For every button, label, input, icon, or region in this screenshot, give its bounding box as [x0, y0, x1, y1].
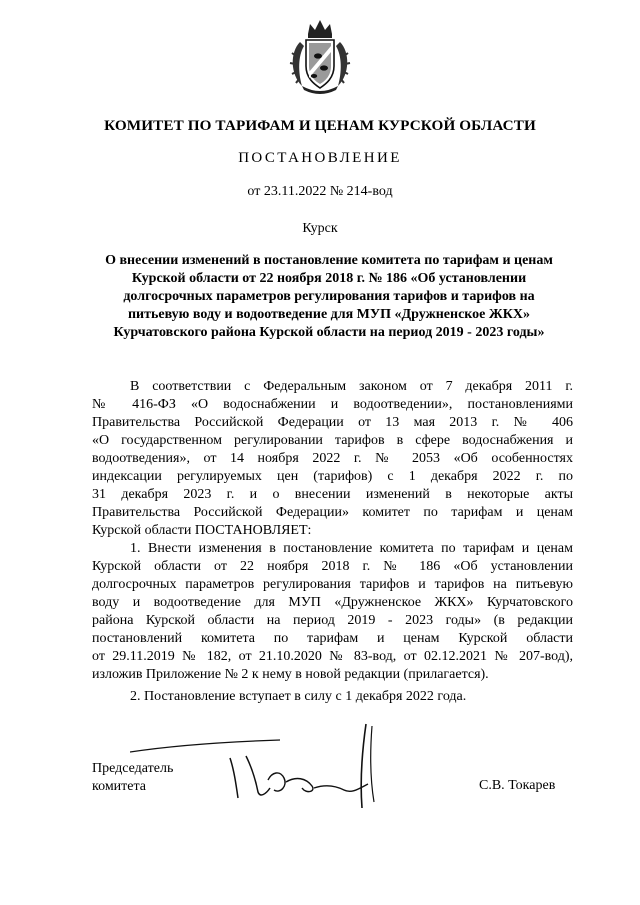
document-title: [82, 252, 576, 342]
position-line: Председатель: [92, 761, 174, 776]
text-line: 31 декабря 2023 г. и о внесении изменений в некоторые акты: [92, 487, 573, 502]
title-line: Курчатовского района Курской области на период 2019 - 2023 годы»: [113, 325, 545, 340]
item-1-paragraph: [92, 540, 573, 684]
text-line: водоотведения», от 14 ноября 2022 г. № 2053 «Об особенностях: [92, 451, 573, 466]
text-line: воду и водоотведение для МУП «Дружненское ЖКХ» Курчатовского: [92, 595, 573, 610]
title-line: долгосрочных параметров регулирования тарифов и тарифов на: [123, 289, 535, 304]
text-line: постановлений комитета по тарифам и ценам Курской области: [92, 631, 573, 646]
title-line: Курской области от 22 ноября 2018 г. № 186 «Об установлении: [131, 271, 527, 286]
document-date-number: от 23.11.2022 № 214-вод: [247, 184, 393, 199]
document-type: ПОСТАНОВЛЕНИЕ: [238, 150, 402, 166]
document-city: Курск: [302, 221, 338, 236]
text-line: Правительства Российской Федерации» комитет по тарифам и ценам: [92, 505, 573, 520]
position-line: комитета: [92, 779, 147, 794]
text-line: № 416-ФЗ «О водоснабжении и водоотведении», постановлениями: [92, 397, 573, 412]
text-line: «О государственном регулировании тарифов в сфере водоснабжения и: [92, 433, 573, 448]
text-line: долгосрочных параметров регулирования тарифов и тарифов на питьевую: [92, 577, 573, 592]
text-line: 2. Постановление вступает в силу с 1 декабря 2022 года.: [130, 689, 467, 704]
title-line: питьевую воду и водоотведение для МУП «Дружненское ЖКХ»: [127, 307, 531, 322]
title-line: О внесении изменений в постановление комитета по тарифам и ценам: [105, 253, 553, 268]
organization-name: КОМИТЕТ ПО ТАРИФАМ И ЦЕНАМ КУРСКОЙ ОБЛАСТИ: [104, 117, 536, 134]
text-line: 1. Внести изменения в постановление комитета по тарифам и ценам: [130, 541, 573, 556]
text-line: Правительства Российской Федерации от 13 мая 2013 г. № 406: [92, 415, 573, 430]
coat-of-arms-icon: [288, 16, 352, 96]
signatory-position: [92, 760, 173, 796]
item-2-paragraph: [92, 688, 573, 706]
text-line: изложив Приложение № 2 к нему в новой редакции (прилагается).: [92, 667, 489, 682]
text-line: Курской области ПОСТАНОВЛЯЕТ:: [92, 523, 312, 538]
preamble-paragraph: [92, 378, 573, 540]
signatory-name: С.В. Токарев: [479, 778, 556, 793]
text-line: Курской области от 22 ноября 2018 г. № 186 «Об установлении: [92, 559, 573, 574]
text-line: индексации регулируемых цен (тарифов) с 1 декабря 2022 г. по: [92, 469, 573, 484]
text-line: района Курской области на период 2019 - 2023 годы» (в редакции: [92, 613, 573, 628]
text-line: от 29.11.2019 № 182, от 21.10.2020 № 83-вод, от 02.12.2021 № 207-вод),: [92, 649, 573, 664]
text-line: В соответствии с Федеральным законом от 7 декабря 2011 г.: [130, 379, 573, 394]
